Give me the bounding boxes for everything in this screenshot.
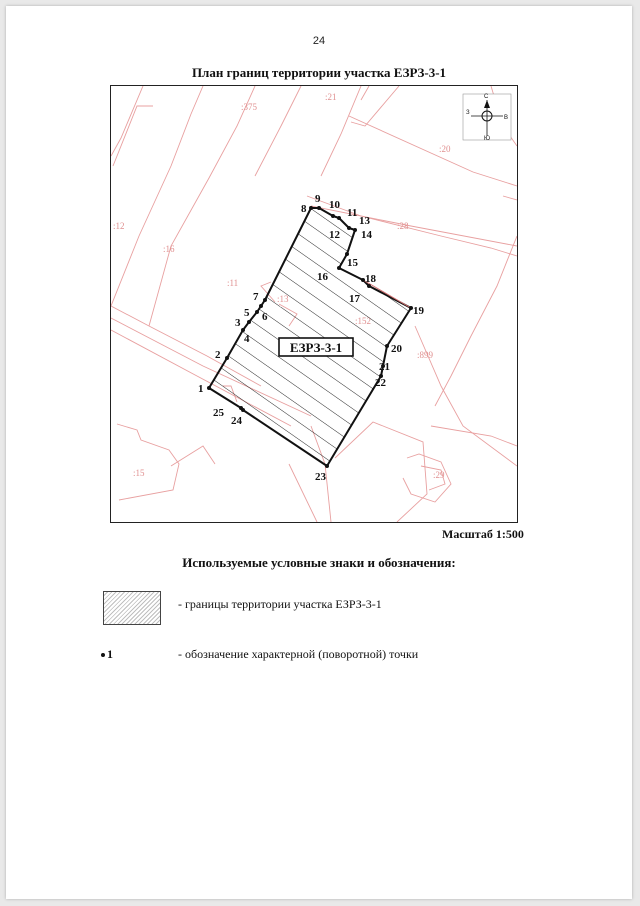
cadastral-line bbox=[435, 236, 517, 406]
parcel-label: :11 bbox=[227, 278, 239, 288]
cadastral-line bbox=[289, 464, 317, 522]
legend-hatch-swatch bbox=[103, 591, 161, 625]
point-label: 5 bbox=[244, 307, 250, 319]
point-marker bbox=[309, 206, 313, 210]
point-label: 10 bbox=[329, 199, 340, 211]
parcel-label: :375 bbox=[241, 102, 258, 112]
legend-point-number: 1 bbox=[107, 647, 113, 661]
point-label: 17 bbox=[349, 293, 360, 305]
point-marker bbox=[207, 386, 211, 390]
point-label: 20 bbox=[391, 343, 402, 355]
cadastral-line bbox=[113, 106, 153, 166]
legend-title: Используемые условные знаки и обозначения: bbox=[182, 555, 456, 570]
document-page bbox=[6, 6, 632, 899]
point-label: 7 bbox=[253, 291, 259, 303]
point-label: 12 bbox=[329, 229, 340, 241]
point-marker bbox=[259, 304, 263, 308]
point-marker bbox=[347, 226, 351, 230]
compass-east: В bbox=[504, 115, 509, 121]
point-marker bbox=[247, 320, 251, 324]
territory-polygon bbox=[209, 208, 411, 466]
cadastral-line bbox=[171, 446, 215, 466]
boundary-plan-map bbox=[110, 85, 518, 523]
point-label: 25 bbox=[213, 407, 224, 419]
parcel-label: :28 bbox=[397, 221, 409, 231]
point-label: 23 bbox=[315, 471, 326, 483]
cadastral-line bbox=[255, 86, 301, 176]
parcel-label: :12 bbox=[113, 221, 125, 231]
point-marker bbox=[337, 266, 341, 270]
point-marker bbox=[353, 228, 357, 232]
point-label: 3 bbox=[235, 317, 241, 329]
cadastral-line bbox=[111, 86, 143, 156]
point-label: 21 bbox=[379, 361, 390, 373]
parcel-label: :16 bbox=[163, 244, 175, 254]
point-marker bbox=[263, 298, 267, 302]
plan-title: План границ территории участка ЕЗРЗ-3-1 bbox=[191, 65, 447, 80]
point-label: 14 bbox=[361, 229, 372, 241]
cadastral-line bbox=[335, 422, 427, 522]
page-number: 24 bbox=[312, 35, 326, 47]
point-dot-icon bbox=[101, 653, 105, 657]
point-label: 22 bbox=[375, 377, 386, 389]
point-marker bbox=[317, 206, 321, 210]
legend-item-boundary: - границы территории участка ЕЗРЗ-3-1 bbox=[178, 597, 382, 611]
cadastral-line bbox=[117, 424, 179, 500]
parcel-label: :29 bbox=[433, 470, 445, 480]
point-label: 4 bbox=[244, 333, 250, 345]
point-marker bbox=[331, 214, 335, 218]
point-label: 9 bbox=[315, 193, 321, 205]
legend-point-symbol bbox=[101, 647, 113, 662]
point-marker bbox=[337, 216, 341, 220]
scale-label: Масштаб 1:500 bbox=[442, 527, 524, 541]
point-label: 6 bbox=[262, 311, 268, 323]
point-label: 1 bbox=[198, 383, 204, 395]
point-label: 18 bbox=[365, 273, 376, 285]
point-label: 19 bbox=[413, 305, 424, 317]
point-marker bbox=[325, 464, 329, 468]
point-marker bbox=[385, 344, 389, 348]
compass-north: С bbox=[484, 94, 489, 100]
parcel-label: :20 bbox=[439, 144, 451, 154]
point-label: 24 bbox=[231, 415, 242, 427]
cadastral-line bbox=[431, 426, 517, 446]
legend-item-point: - обозначение характерной (поворотной) точки bbox=[178, 647, 419, 661]
point-marker bbox=[241, 328, 245, 332]
point-label: 15 bbox=[347, 257, 358, 269]
point-marker bbox=[239, 406, 243, 410]
point-label: 2 bbox=[215, 349, 221, 361]
point-marker bbox=[255, 310, 259, 314]
compass-south: Ю bbox=[484, 136, 491, 142]
cadastral-line bbox=[111, 86, 203, 306]
map-drawing bbox=[111, 86, 517, 522]
point-marker bbox=[345, 252, 349, 256]
parcel-label: :21 bbox=[325, 92, 337, 102]
compass-rose bbox=[463, 94, 511, 142]
point-label: 16 bbox=[317, 271, 328, 283]
cadastral-line bbox=[503, 196, 517, 200]
point-label: 8 bbox=[301, 203, 307, 215]
zone-label-box bbox=[279, 338, 353, 356]
point-label: 11 bbox=[347, 207, 358, 219]
cadastral-line bbox=[361, 86, 369, 100]
point-label: 13 bbox=[359, 215, 370, 227]
parcel-label: :899 bbox=[417, 350, 434, 360]
point-marker bbox=[225, 356, 229, 360]
zone-label: ЕЗРЗ-3-1 bbox=[289, 340, 343, 355]
parcel-label: :15 bbox=[133, 468, 145, 478]
compass-west: З bbox=[466, 110, 470, 116]
cadastral-line bbox=[149, 86, 255, 326]
